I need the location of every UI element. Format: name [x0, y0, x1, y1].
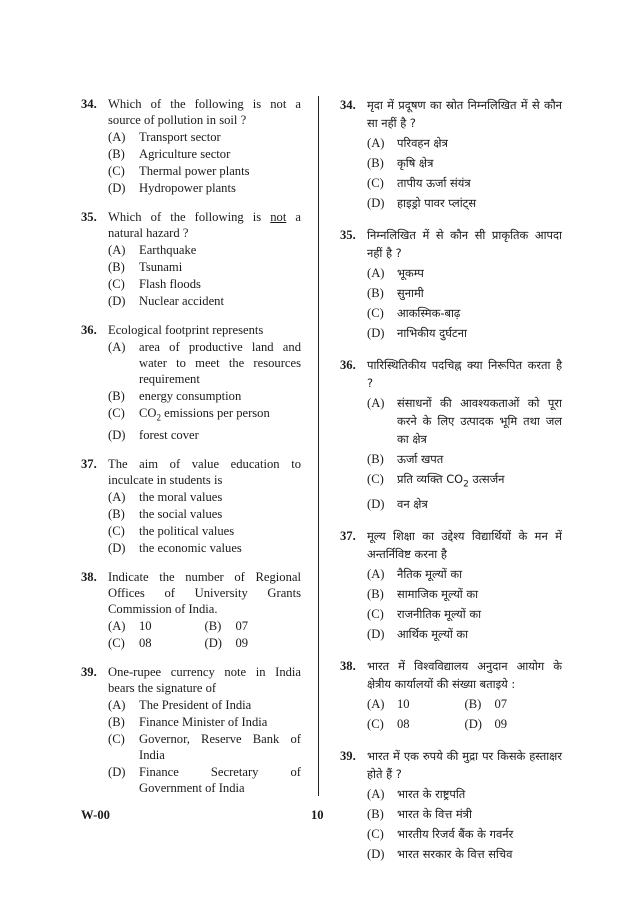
- option-d: (D) Nuclear accident: [108, 294, 224, 308]
- option-c: (C) Thermal power plants: [108, 164, 250, 178]
- question-38-hi: [340, 657, 562, 733]
- option-c: (C) the political values: [108, 523, 235, 538]
- paper-code: W-00: [81, 808, 110, 822]
- question-number: 34.: [340, 98, 356, 112]
- option-b: (B) सुनामी: [367, 286, 424, 300]
- question-38-en: [81, 569, 301, 651]
- option-c: (C) Governor, Reserve Bank of India: [108, 731, 301, 762]
- question-stem: पारिस्थितिकीय पदचिह्न क्या निरूपित करता है ?: [367, 358, 562, 390]
- question-number: 35.: [340, 228, 356, 242]
- english-column: [81, 96, 301, 809]
- option-c: (C) $CO_2$ emissions per person: [108, 406, 270, 423]
- option-a: (A) the moral values: [108, 489, 223, 504]
- question-stem: मृदा में प्रदूषण का स्रोत निम्नलिखित में से कौन सा नहीं है ?: [367, 98, 562, 130]
- question-39-hi: [340, 747, 562, 863]
- option-b: (B) कृषि क्षेत्र: [367, 156, 434, 170]
- option-a: (A) Earthquake: [108, 243, 197, 257]
- option-b: (B) भारत के वित्त मंत्री: [367, 807, 472, 822]
- question-number: 37.: [340, 529, 356, 544]
- option-a: (A) नैतिक मूल्यों का: [367, 567, 463, 582]
- question-stem: Which of the following is not a source of pollution in soil ?: [108, 97, 301, 127]
- option-d: (D) Hydropower plants: [108, 181, 236, 195]
- question-number: 35.: [81, 210, 97, 224]
- question-34-en: [81, 96, 301, 196]
- question-number: 34.: [81, 97, 97, 111]
- question-stem: भारत में एक रुपये की मुद्रा पर किसके हस्ताक्षर होते हैं ?: [367, 749, 562, 782]
- question-number: 36.: [81, 323, 97, 337]
- option-c: (C) Flash floods: [108, 277, 201, 291]
- option-a: (A) भारत के राष्ट्रपति: [367, 787, 466, 802]
- option-c: (C) 08: [108, 635, 152, 650]
- option-d: (D) हाइड्रो पावर प्लांट्स: [367, 196, 477, 210]
- question-number: 38.: [340, 659, 356, 674]
- question-34-hi: [340, 96, 562, 212]
- option-d: (D) 09: [204, 635, 249, 650]
- question-stem: Which of the following is not a natural hazard ?: [108, 210, 301, 240]
- option-b: (B) ऊर्जा खपत: [367, 452, 444, 466]
- option-b: (B) सामाजिक मूल्यों का: [367, 587, 479, 602]
- question-number: 37.: [81, 456, 97, 471]
- option-a: (A) The President of India: [108, 697, 252, 712]
- option-d: (D) 09: [464, 717, 508, 732]
- option-a: (A) area of productive land and water to meet the resources requirement: [108, 340, 301, 386]
- question-stem: निम्नलिखित में से कौन सी प्राकृतिक आपदा नहीं है ?: [367, 228, 562, 260]
- option-c: (C) 08: [367, 717, 410, 732]
- option-c: (C) आकस्मिक-बाढ़: [367, 306, 461, 320]
- option-a: (A) परिवहन क्षेत्र: [367, 136, 448, 150]
- question-36-en: [81, 322, 301, 443]
- option-b: (B) energy consumption: [108, 389, 242, 403]
- option-d: (D) forest cover: [108, 427, 199, 442]
- option-c: (C) प्रति व्यक्ति $CO_2$ उत्सर्जन: [367, 472, 505, 490]
- question-stem: The aim of value education to inculcate in students is: [108, 456, 301, 487]
- question-37-hi: [340, 527, 562, 643]
- option-c: (C) तापीय ऊर्जा संयंत्र: [367, 176, 471, 190]
- question-number: 38.: [81, 569, 97, 584]
- question-stem: भारत में विश्वविद्यालय अनुदान आयोग के क्षेत्रीय कार्यालयों की संख्या बताइये :: [367, 659, 562, 692]
- option-d: (D) Finance Secretary of Government of India: [108, 764, 301, 795]
- option-b: (B) Finance Minister of India: [108, 714, 268, 729]
- option-a: (A) संसाधनों की आवश्यकताओं को पूरा करने के लिए उत्पादक भूमि तथा जल का क्षेत्र: [367, 396, 562, 446]
- question-stem: One-rupee currency note in India bears the signature of: [108, 664, 301, 695]
- question-number: 36.: [340, 358, 356, 372]
- option-d: (D) वन क्षेत्र: [367, 497, 428, 512]
- question-stem: Ecological footprint represents: [108, 323, 264, 337]
- option-c: (C) भारतीय रिजर्व बैंक के गवर्नर: [367, 827, 514, 842]
- question-stem: Indicate the number of Regional Offices of University Grants Commission of India.: [108, 569, 301, 616]
- question-37-en: [81, 456, 301, 556]
- question-35-en: [81, 209, 301, 309]
- hindi-column: [340, 96, 562, 877]
- option-b: (B) 07: [204, 618, 249, 633]
- page-number: 10: [311, 808, 324, 822]
- option-d: (D) नाभिकीय दुर्घटना: [367, 326, 467, 340]
- question-number: 39.: [81, 664, 97, 679]
- question-39-en: [81, 664, 301, 796]
- option-c: (C) राजनीतिक मूल्यों का: [367, 607, 482, 622]
- question-35-hi: [340, 226, 562, 342]
- option-d: (D) भारत सरकार के वित्त सचिव: [367, 847, 513, 862]
- option-d: (D) आर्थिक मूल्यों का: [367, 627, 469, 642]
- option-a: (A) Transport sector: [108, 130, 221, 144]
- option-d: (D) the economic values: [108, 540, 242, 555]
- question-36-hi: [340, 356, 562, 513]
- question-number: 39.: [340, 749, 356, 764]
- option-b: (B) Agriculture sector: [108, 147, 231, 161]
- option-a: (A) 10: [367, 697, 410, 712]
- option-b: (B) the social values: [108, 506, 223, 521]
- option-b: (B) Tsunami: [108, 260, 183, 274]
- option-a: (A) 10: [108, 618, 152, 633]
- option-b: (B) 07: [464, 697, 508, 712]
- question-stem: मूल्य शिक्षा का उद्देश्य विद्यार्थियों के मन में अन्तर्निविष्ट करना है: [367, 529, 562, 562]
- column-divider: [318, 96, 319, 796]
- option-a: (A) भूकम्प: [367, 266, 424, 280]
